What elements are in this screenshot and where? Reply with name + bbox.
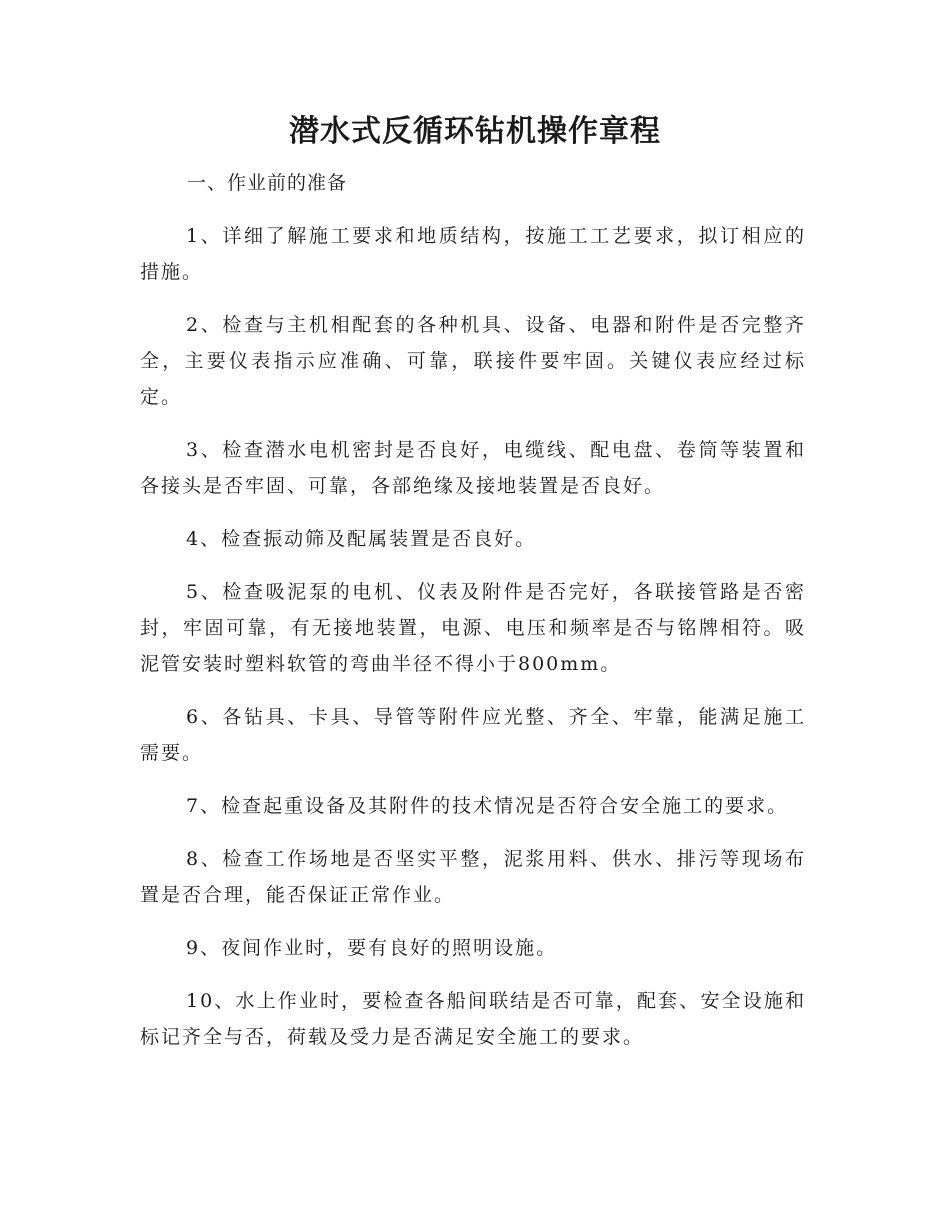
document-body bbox=[140, 218, 806, 1072]
paragraph-8: 8、检查工作场地是否坚实平整，泥浆用料、供水、排污等现场布置是否合理，能否保证正常作业。 bbox=[140, 848, 806, 906]
paragraph-10: 10、水上作业时，要检查各船间联结是否可靠，配套、安全设施和标记齐全与否，荷载及受力是否满足安全施工的要求。 bbox=[140, 990, 806, 1048]
paragraph-3: 3、检查潜水电机密封是否良好，电缆线、配电盘、卷筒等装置和各接头是否牢固、可靠，各部绝缘及接地装置是否良好。 bbox=[140, 439, 806, 497]
paragraph-9: 9、夜间作业时，要有良好的照明设施。 bbox=[186, 937, 558, 959]
paragraph-2: 2、检查与主机相配套的各种机具、设备、电器和附件是否完整齐全，主要仪表指示应准确、可靠，联接件要牢固。关键仪表应经过标定。 bbox=[140, 314, 806, 408]
paragraph-7: 7、检查起重设备及其附件的技术情况是否符合安全施工的要求。 bbox=[186, 795, 789, 817]
paragraph-6: 6、各钻具、卡具、导管等附件应光整、齐全、牢靠，能满足施工需要。 bbox=[140, 706, 806, 764]
paragraph-4: 4、检查振动筛及配属装置是否良好。 bbox=[186, 528, 537, 550]
paragraph-5: 5、检查吸泥泵的电机、仪表及附件是否完好，各联接管路是否密封，牢固可靠，有无接地装置，电源、电压和频率是否与铭牌相符。吸泥管安装时塑料软管的弯曲半径不得小于800mm。 bbox=[140, 581, 806, 675]
section-heading: 一、作业前的准备 bbox=[187, 172, 348, 194]
document-title: 潜水式反循环钻机操作章程 bbox=[289, 114, 661, 149]
paragraph-1: 1、详细了解施工要求和地质结构，按施工工艺要求，拟订相应的措施。 bbox=[140, 225, 806, 283]
